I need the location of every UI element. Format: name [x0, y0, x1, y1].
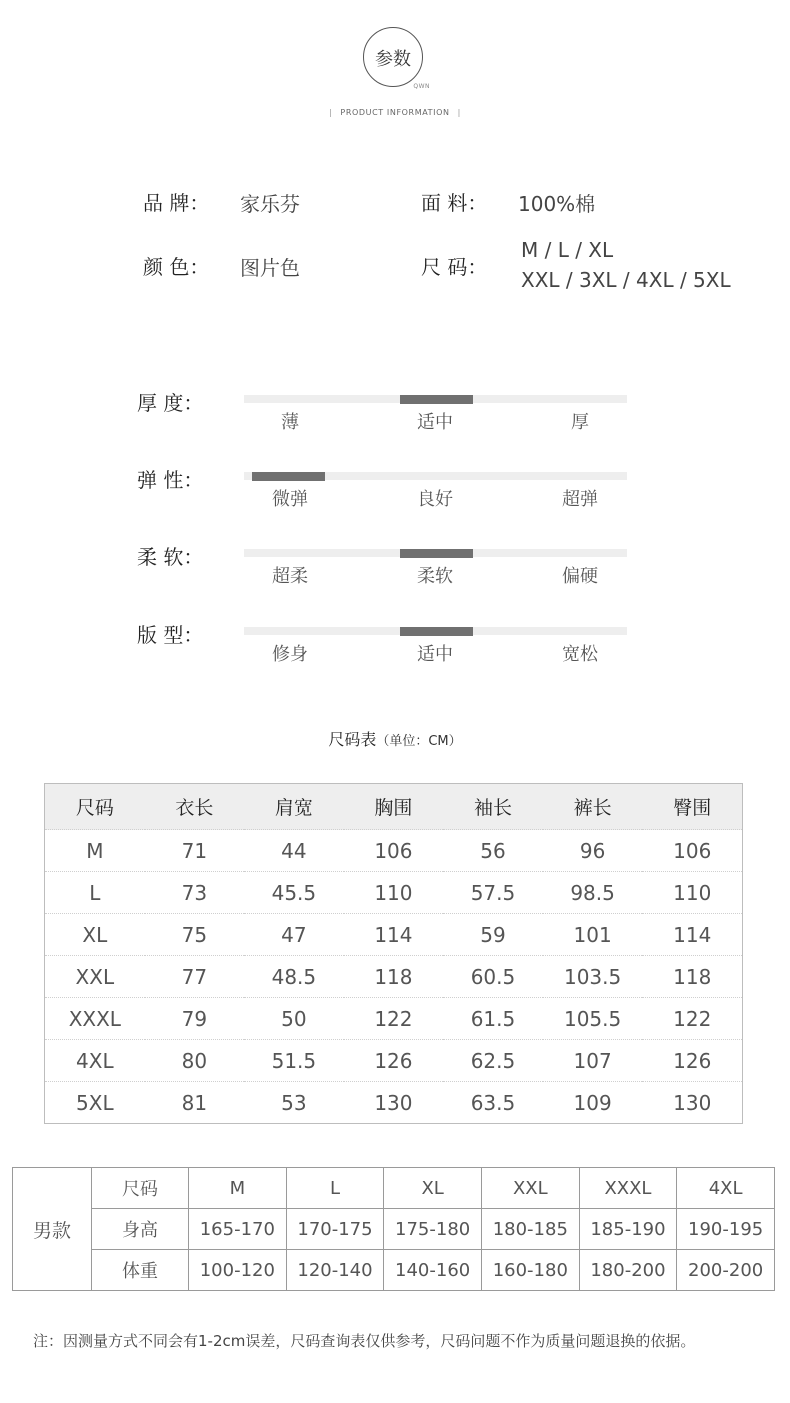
fabric-value: 100%棉: [518, 192, 596, 216]
size-table-header-cell: 尺码: [45, 784, 145, 830]
size-table-header-cell: 胸围: [344, 784, 444, 830]
divider-left: |: [329, 108, 333, 117]
scale-marker: [400, 627, 473, 636]
scale-option: 偏硬: [562, 566, 598, 587]
scale-option: 适中: [417, 412, 453, 433]
table-cell: XXXL: [45, 998, 145, 1040]
table-cell: 180-185: [481, 1209, 579, 1250]
table-cell: 126: [344, 1040, 444, 1082]
scale-label: 弹 性：: [137, 468, 204, 492]
table-row: [45, 1040, 743, 1082]
size-table-header-cell: 裤长: [543, 784, 643, 830]
table-cell: XL: [384, 1168, 482, 1209]
size-value-line1: M / L / XL: [521, 238, 614, 262]
table-cell: 47: [244, 914, 344, 956]
table-cell: 98.5: [543, 872, 643, 914]
table-cell: M: [45, 830, 145, 872]
brand-label: 品 牌：: [143, 191, 210, 215]
table-cell: 130: [344, 1082, 444, 1124]
table-cell: 122: [344, 998, 444, 1040]
fit-row-label: 体重: [92, 1250, 189, 1291]
table-cell: 110: [344, 872, 444, 914]
table-cell: 170-175: [286, 1209, 384, 1250]
table-cell: XXXL: [579, 1168, 677, 1209]
table-cell: 200-200: [677, 1250, 775, 1291]
table-row: [13, 1209, 775, 1250]
table-cell: 126: [642, 1040, 742, 1082]
table-cell: 60.5: [443, 956, 543, 998]
table-cell: XXL: [45, 956, 145, 998]
table-cell: 59: [443, 914, 543, 956]
table-cell: 61.5: [443, 998, 543, 1040]
divider-right: |: [457, 108, 461, 117]
table-cell: 48.5: [244, 956, 344, 998]
table-cell: L: [45, 872, 145, 914]
table-cell: 45.5: [244, 872, 344, 914]
badge-subtext: QWN: [413, 83, 430, 90]
scale-option: 厚: [571, 412, 589, 433]
table-cell: 185-190: [579, 1209, 677, 1250]
table-cell: M: [189, 1168, 287, 1209]
size-table-header-cell: 臀围: [642, 784, 742, 830]
header-badge: [363, 27, 430, 90]
fit-table: [12, 1167, 775, 1291]
table-cell: 101: [543, 914, 643, 956]
table-cell: 44: [244, 830, 344, 872]
table-cell: 71: [145, 830, 244, 872]
scale-label: 厚 度：: [137, 391, 204, 415]
table-cell: 5XL: [45, 1082, 145, 1124]
scale-label: 柔 软：: [137, 545, 204, 569]
table-cell: XXL: [481, 1168, 579, 1209]
scale-option: 薄: [281, 412, 299, 433]
table-cell: 57.5: [443, 872, 543, 914]
table-cell: 80: [145, 1040, 244, 1082]
table-cell: 79: [145, 998, 244, 1040]
table-cell: 4XL: [677, 1168, 775, 1209]
scale-marker: [400, 395, 473, 404]
table-cell: 53: [244, 1082, 344, 1124]
table-cell: 81: [145, 1082, 244, 1124]
table-cell: 96: [543, 830, 643, 872]
table-row: [45, 830, 743, 872]
table-cell: 114: [642, 914, 742, 956]
table-row: [13, 1168, 775, 1209]
brand-value: 家乐芬: [240, 192, 300, 216]
table-row: [45, 998, 743, 1040]
scale-option: 柔软: [417, 566, 453, 587]
table-cell: 165-170: [189, 1209, 287, 1250]
size-table-header-row: [45, 784, 743, 830]
fabric-label: 面 料：: [421, 191, 488, 215]
table-cell: 190-195: [677, 1209, 775, 1250]
fit-row-label: 尺码: [92, 1168, 189, 1209]
scale-marker: [252, 472, 325, 481]
table-cell: 109: [543, 1082, 643, 1124]
table-cell: 110: [642, 872, 742, 914]
size-table-header-cell: 肩宽: [244, 784, 344, 830]
table-cell: 77: [145, 956, 244, 998]
table-cell: 180-200: [579, 1250, 677, 1291]
table-cell: 175-180: [384, 1209, 482, 1250]
table-cell: 160-180: [481, 1250, 579, 1291]
color-value: 图片色: [240, 256, 300, 280]
table-cell: 120-140: [286, 1250, 384, 1291]
table-cell: 51.5: [244, 1040, 344, 1082]
color-label: 颜 色：: [143, 255, 210, 279]
table-cell: 103.5: [543, 956, 643, 998]
table-cell: 75: [145, 914, 244, 956]
table-cell: 63.5: [443, 1082, 543, 1124]
fit-group-label: 男款: [13, 1168, 92, 1291]
scale-option: 超柔: [272, 566, 308, 587]
disclaimer-note: 注：因测量方式不同会有1-2cm误差，尺码查询表仅供参考，尺码问题不作为质量问题退换的依据。: [33, 1332, 696, 1350]
scale-option: 修身: [272, 644, 308, 665]
table-cell: 62.5: [443, 1040, 543, 1082]
table-cell: XL: [45, 914, 145, 956]
subtitle-text: PRODUCT INFORMATION: [340, 108, 450, 117]
table-row: [45, 914, 743, 956]
table-cell: 50: [244, 998, 344, 1040]
scale-option: 适中: [417, 644, 453, 665]
table-cell: 4XL: [45, 1040, 145, 1082]
table-cell: 118: [642, 956, 742, 998]
table-cell: 106: [642, 830, 742, 872]
table-cell: 118: [344, 956, 444, 998]
header-subtitle: [0, 108, 790, 117]
table-cell: 107: [543, 1040, 643, 1082]
scale-option: 良好: [417, 489, 453, 510]
size-label: 尺 码：: [421, 255, 488, 279]
table-cell: 106: [344, 830, 444, 872]
table-cell: 122: [642, 998, 742, 1040]
table-cell: 56: [443, 830, 543, 872]
size-value-line2: XXL / 3XL / 4XL / 5XL: [521, 268, 731, 292]
table-row: [13, 1250, 775, 1291]
size-table-title: [0, 727, 790, 750]
table-cell: 73: [145, 872, 244, 914]
badge-title: 参数: [375, 49, 411, 70]
scale-option: 微弹: [272, 489, 308, 510]
scale-option: 宽松: [562, 644, 598, 665]
size-table-header-cell: 袖长: [443, 784, 543, 830]
table-row: [45, 872, 743, 914]
table-cell: 114: [344, 914, 444, 956]
table-row: [45, 1082, 743, 1124]
scale-marker: [400, 549, 473, 558]
fit-row-label: 身高: [92, 1209, 189, 1250]
table-cell: 130: [642, 1082, 742, 1124]
table-cell: 140-160: [384, 1250, 482, 1291]
size-table: [44, 783, 743, 1124]
scale-label: 版 型：: [137, 623, 204, 647]
size-table-unit: （单位：CM）: [376, 734, 462, 749]
size-table-title-text: 尺码表: [328, 730, 377, 749]
table-cell: L: [286, 1168, 384, 1209]
size-table-header-cell: 衣长: [145, 784, 244, 830]
table-row: [45, 956, 743, 998]
table-cell: 105.5: [543, 998, 643, 1040]
scale-option: 超弹: [562, 489, 598, 510]
table-cell: 100-120: [189, 1250, 287, 1291]
